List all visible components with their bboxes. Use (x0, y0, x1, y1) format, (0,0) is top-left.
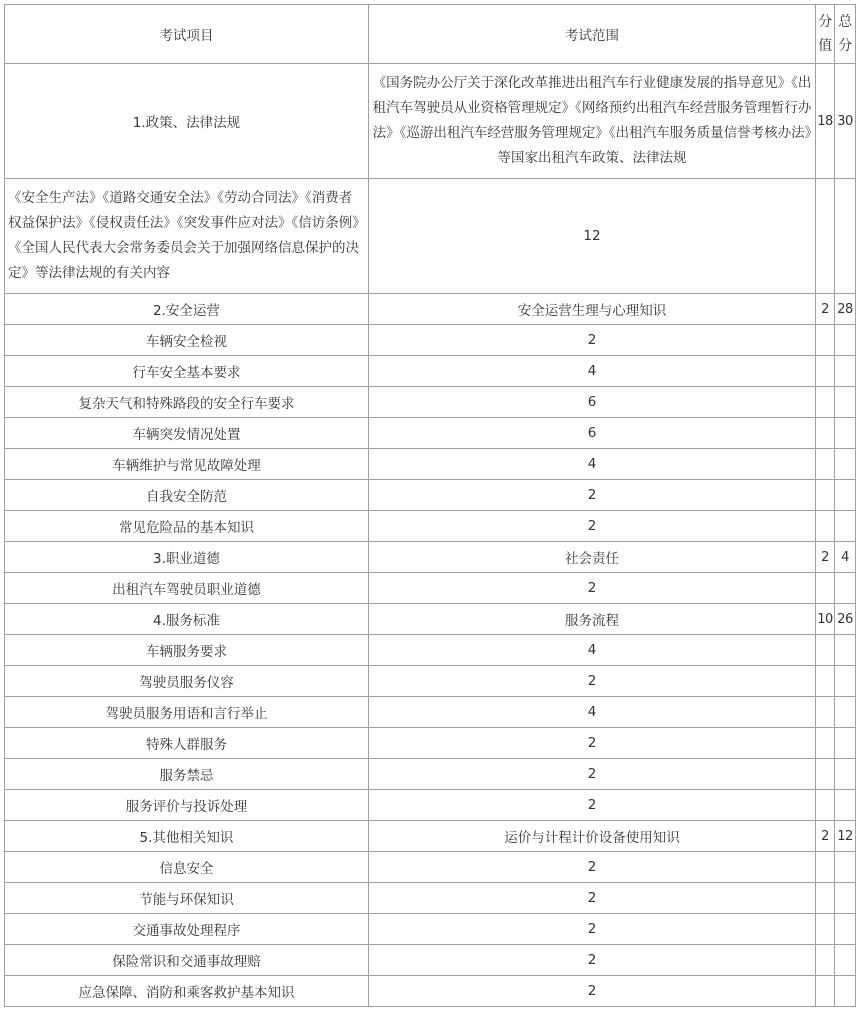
table-row (4, 665, 856, 696)
section-row-1 (4, 63, 856, 178)
section-scope: 社会责任 (368, 541, 815, 572)
section-total: 28 (834, 293, 856, 324)
item-score: 2 (368, 572, 815, 603)
section-score: 18 (815, 63, 834, 178)
table-row (4, 479, 856, 510)
item-score: 12 (368, 178, 815, 293)
item-score: 2 (368, 975, 815, 1006)
item-score: 6 (368, 417, 815, 448)
law-list: 《安全生产法》《道路交通安全法》《劳动合同法》《消费者权益保护法》《侵权责任法》《突发事件应对法》《信访条例》《全国人民代表大会常务委员会关于加强网络信息保护的决定》等法律法规的有关内容 (4, 178, 368, 293)
table-row (4, 851, 856, 882)
item-name: 车辆突发情况处置 (4, 417, 368, 448)
section-scope: 安全运营生理与心理知识 (368, 293, 815, 324)
item-score: 2 (368, 479, 815, 510)
item-score: 4 (368, 355, 815, 386)
section-score: 2 (815, 293, 834, 324)
header-total: 总分 (834, 4, 856, 63)
item-score: 4 (368, 696, 815, 727)
section-score: 2 (815, 820, 834, 851)
header-score: 分值 (815, 4, 834, 63)
header-scope: 考试范围 (368, 4, 815, 63)
item-score: 2 (368, 944, 815, 975)
item-name: 服务禁忌 (4, 758, 368, 789)
table-row (4, 355, 856, 386)
item-name: 保险常识和交通事故理赔 (4, 944, 368, 975)
item-name: 驾驶员服务用语和言行举止 (4, 696, 368, 727)
section-title: 1.政策、法律法规 (4, 63, 368, 178)
table-row (4, 727, 856, 758)
item-score: 2 (368, 882, 815, 913)
item-score: 2 (368, 727, 815, 758)
item-name: 应急保障、消防和乘客救护基本知识 (4, 975, 368, 1006)
table-row (4, 882, 856, 913)
table-row (4, 448, 856, 479)
item-name: 服务评价与投诉处理 (4, 789, 368, 820)
item-score: 2 (368, 913, 815, 944)
table-row (4, 944, 856, 975)
section-row-2 (4, 293, 856, 324)
section-total: 30 (834, 63, 856, 178)
table-row (4, 324, 856, 355)
item-name: 驾驶员服务仪容 (4, 665, 368, 696)
section-row-4 (4, 603, 856, 634)
section-score: 10 (815, 603, 834, 634)
table-row (4, 634, 856, 665)
section-scope: 《国务院办公厅关于深化改革推进出租汽车行业健康发展的指导意见》《出租汽车驾驶员从业资格管理规定》《网络预约出租汽车经营服务管理暂行办法》《巡游出租汽车经营服务管理规定》《出租汽车服务质量信誉考核办法》等国家出租汽车政策、法律法规 (368, 63, 815, 178)
item-name: 自我安全防范 (4, 479, 368, 510)
section-scope: 运价与计程计价设备使用知识 (368, 820, 815, 851)
table-row (4, 572, 856, 603)
section-scope: 服务流程 (368, 603, 815, 634)
table-row (4, 178, 856, 293)
item-score: 2 (368, 789, 815, 820)
table-row (4, 975, 856, 1006)
item-name: 出租汽车驾驶员职业道德 (4, 572, 368, 603)
item-score: 2 (368, 324, 815, 355)
section-score: 2 (815, 541, 834, 572)
item-name: 特殊人群服务 (4, 727, 368, 758)
table-row (4, 789, 856, 820)
header-item: 考试项目 (4, 4, 368, 63)
item-score: 2 (368, 510, 815, 541)
table-row (4, 510, 856, 541)
item-score: 2 (368, 665, 815, 696)
item-name: 车辆维护与常见故障处理 (4, 448, 368, 479)
item-score: 4 (368, 634, 815, 665)
section-title: 4.服务标准 (4, 603, 368, 634)
item-name: 复杂天气和特殊路段的安全行车要求 (4, 386, 368, 417)
section-total: 26 (834, 603, 856, 634)
table-row (4, 913, 856, 944)
table-row (4, 758, 856, 789)
table-header-row (4, 4, 856, 63)
item-score: 4 (368, 448, 815, 479)
section-row-3 (4, 541, 856, 572)
item-score: 2 (368, 758, 815, 789)
section-title: 2.安全运营 (4, 293, 368, 324)
item-name: 节能与环保知识 (4, 882, 368, 913)
table-row (4, 417, 856, 448)
section-total: 4 (834, 541, 856, 572)
section-title: 3.职业道德 (4, 541, 368, 572)
item-name: 行车安全基本要求 (4, 355, 368, 386)
table-row (4, 696, 856, 727)
table-row (4, 386, 856, 417)
item-name: 交通事故处理程序 (4, 913, 368, 944)
section-total: 12 (834, 820, 856, 851)
section-title: 5.其他相关知识 (4, 820, 368, 851)
item-score: 6 (368, 386, 815, 417)
item-score: 2 (368, 851, 815, 882)
section-row-5 (4, 820, 856, 851)
item-name: 常见危险品的基本知识 (4, 510, 368, 541)
item-name: 信息安全 (4, 851, 368, 882)
table-bottom-border (4, 1006, 856, 1007)
item-name: 车辆服务要求 (4, 634, 368, 665)
item-name: 车辆安全检视 (4, 324, 368, 355)
